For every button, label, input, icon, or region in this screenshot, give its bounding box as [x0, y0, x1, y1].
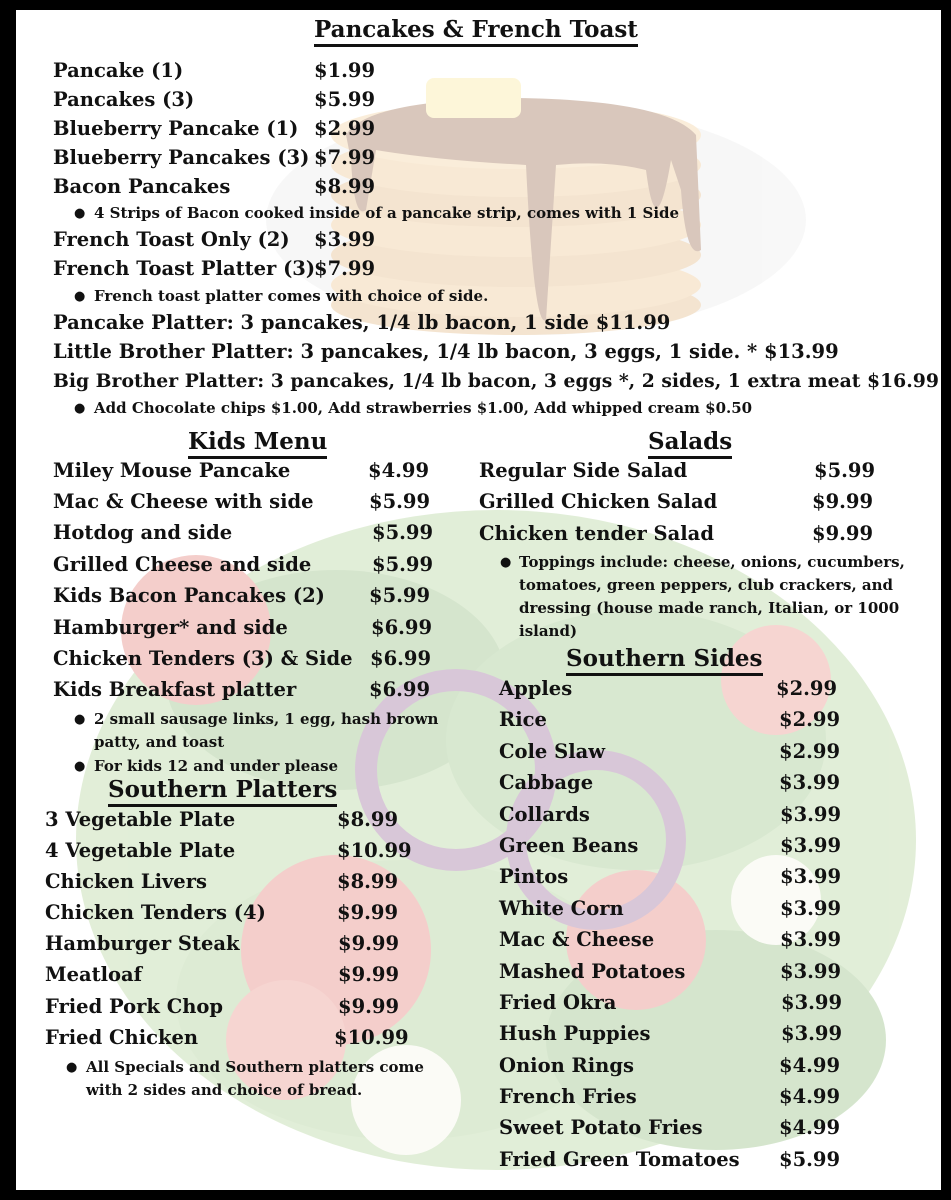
bullet-icon: ●: [500, 555, 512, 570]
platter-line: Little Brother Platter: 3 pancakes, 1/4 lb bacon, 3 eggs, 1 side. * $13.99: [53, 340, 839, 363]
menu-item-name: Chicken Tenders (3) & Side: [53, 647, 353, 670]
sides-section-title: Southern Sides: [566, 645, 763, 676]
menu-item-price: $5.99: [369, 584, 431, 607]
platter-line: Big Brother Platter: 3 pancakes, 1/4 lb bacon, 3 eggs *, 2 sides, 1 extra meat $16.99: [53, 370, 939, 392]
menu-item-name: Green Beans: [499, 834, 639, 857]
platter-line: Pancake Platter: 3 pancakes, 1/4 lb bacon, 1 side $11.99: [53, 311, 671, 334]
menu-item-price: $3.99: [780, 865, 842, 888]
menu-item-price: $9.99: [812, 522, 874, 545]
bullet-icon: ●: [74, 712, 86, 727]
menu-item-price: $5.99: [779, 1148, 841, 1171]
menu-item-name: Hotdog and side: [53, 521, 233, 544]
menu-item-name: Regular Side Salad: [479, 459, 688, 482]
menu-item-price: $2.99: [314, 117, 376, 140]
menu-item-price: $7.99: [314, 257, 376, 280]
menu-item-name: Blueberry Pancake (1): [53, 117, 299, 140]
menu-item-name: Mac & Cheese with side: [53, 490, 314, 513]
menu-item-price: $9.99: [338, 963, 400, 986]
french-toast-note: French toast platter comes with choice of side.: [94, 287, 489, 305]
menu-item-name: Sweet Potato Fries: [499, 1116, 703, 1139]
menu-item-name: Rice: [499, 708, 547, 731]
menu-item-price: $6.99: [371, 616, 433, 639]
menu-item-price: $3.99: [314, 228, 376, 251]
menu-item-price: $5.99: [372, 521, 434, 544]
menu-item-name: Hamburger* and side: [53, 616, 288, 639]
menu-item-price: $5.99: [369, 490, 431, 513]
menu-item-price: $3.99: [780, 960, 842, 983]
menu-item-name: Apples: [499, 677, 573, 700]
menu-item-name: Cabbage: [499, 771, 594, 794]
menu-item-price: $3.99: [781, 991, 843, 1014]
menu-content: [16, 10, 941, 1190]
menu-item-price: $3.99: [780, 928, 842, 951]
menu-item-price: $6.99: [369, 678, 431, 701]
kids-age-note: For kids 12 and under please: [94, 757, 339, 775]
bullet-icon: ●: [66, 1060, 78, 1075]
menu-item-price: $9.99: [338, 932, 400, 955]
menu-item-name: Chicken Livers: [45, 870, 207, 893]
menu-item-price: $5.99: [814, 459, 876, 482]
menu-item-name: 3 Vegetable Plate: [45, 808, 236, 831]
addons-note: Add Chocolate chips $1.00, Add strawberries $1.00, Add whipped cream $0.50: [94, 399, 753, 417]
menu-item-name: Grilled Cheese and side: [53, 553, 312, 576]
menu-item-name: Chicken tender Salad: [479, 522, 714, 545]
menu-item-price: $8.99: [314, 175, 376, 198]
menu-item-price: $8.99: [337, 808, 399, 831]
bullet-icon: ●: [74, 206, 86, 221]
menu-item-price: $3.99: [780, 834, 842, 857]
menu-item-name: Pintos: [499, 865, 569, 888]
menu-item-name: Grilled Chicken Salad: [479, 490, 718, 513]
menu-item-name: Chicken Tenders (4): [45, 901, 266, 924]
menu-item-price: $6.99: [370, 647, 432, 670]
menu-item-name: Onion Rings: [499, 1054, 634, 1077]
menu-item-name: Hush Puppies: [499, 1022, 651, 1045]
platters-section-title: Southern Platters: [108, 776, 337, 807]
menu-item-name: Bacon Pancakes: [53, 175, 231, 198]
menu-item-price: $10.99: [337, 839, 412, 862]
menu-item-price: $4.99: [368, 459, 430, 482]
platters-note: All Specials and Southern platters come with 2 sides and choice of bread.: [86, 1058, 424, 1099]
menu-item-price: $2.99: [779, 740, 841, 763]
menu-item-name: Mac & Cheese: [499, 928, 655, 951]
menu-item-name: Miley Mouse Pancake: [53, 459, 291, 482]
menu-item-price: $9.99: [812, 490, 874, 513]
kids-section-title: Kids Menu: [188, 428, 327, 459]
menu-item-name: Fried Pork Chop: [45, 995, 224, 1018]
salad-toppings-note: Toppings include: cheese, onions, cucumbers, tomatoes, green peppers, club crackers, and dressing (house made ranch, Italian, or 1000 island): [519, 553, 905, 640]
menu-item-name: Collards: [499, 803, 590, 826]
menu-item-name: Pancake (1): [53, 59, 184, 82]
menu-item-price: $7.99: [314, 146, 376, 169]
menu-item-price: $2.99: [779, 708, 841, 731]
menu-item-price: $5.99: [372, 553, 434, 576]
bullet-icon: ●: [74, 289, 86, 304]
menu-item-price: $4.99: [779, 1116, 841, 1139]
salads-section-title: Salads: [648, 428, 732, 459]
menu-item-name: White Corn: [499, 897, 624, 920]
bullet-icon: ●: [74, 401, 86, 416]
menu-item-name: Pancakes (3): [53, 88, 195, 111]
menu-item-name: Kids Breakfast platter: [53, 678, 297, 701]
menu-item-price: $3.99: [780, 897, 842, 920]
menu-item-name: Meatloaf: [45, 963, 143, 986]
menu-item-price: $3.99: [780, 803, 842, 826]
menu-item-name: French Fries: [499, 1085, 637, 1108]
menu-item-name: Fried Green Tomatoes: [499, 1148, 740, 1171]
menu-item-name: Fried Okra: [499, 991, 617, 1014]
menu-item-price: $10.99: [334, 1026, 409, 1049]
bullet-icon: ●: [74, 759, 86, 774]
menu-item-price: $3.99: [781, 1022, 843, 1045]
menu-item-price: $9.99: [338, 995, 400, 1018]
menu-item-name: 4 Vegetable Plate: [45, 839, 236, 862]
menu-item-name: Cole Slaw: [499, 740, 606, 763]
menu-item-name: Hamburger Steak: [45, 932, 240, 955]
menu-item-price: $8.99: [337, 870, 399, 893]
menu-item-price: $9.99: [337, 901, 399, 924]
menu-item-price: $5.99: [314, 88, 376, 111]
menu-item-name: Fried Chicken: [45, 1026, 199, 1049]
menu-page: [16, 10, 941, 1190]
menu-item-price: $4.99: [779, 1054, 841, 1077]
pancakes-section-title: Pancakes & French Toast: [314, 16, 638, 47]
bacon-pancakes-note: 4 Strips of Bacon cooked inside of a pancake strip, comes with 1 Side: [94, 204, 680, 222]
kids-breakfast-note: 2 small sausage links, 1 egg, hash brown patty, and toast: [94, 710, 439, 751]
menu-item-price: $1.99: [314, 59, 376, 82]
menu-item-price: $2.99: [776, 677, 838, 700]
menu-item-name: Kids Bacon Pancakes (2): [53, 584, 325, 607]
menu-item-name: French Toast Platter (3): [53, 257, 316, 280]
menu-item-price: $4.99: [779, 1085, 841, 1108]
menu-item-name: Mashed Potatoes: [499, 960, 686, 983]
menu-item-price: $3.99: [779, 771, 841, 794]
menu-item-name: French Toast Only (2): [53, 228, 290, 251]
menu-item-name: Blueberry Pancakes (3): [53, 146, 310, 169]
